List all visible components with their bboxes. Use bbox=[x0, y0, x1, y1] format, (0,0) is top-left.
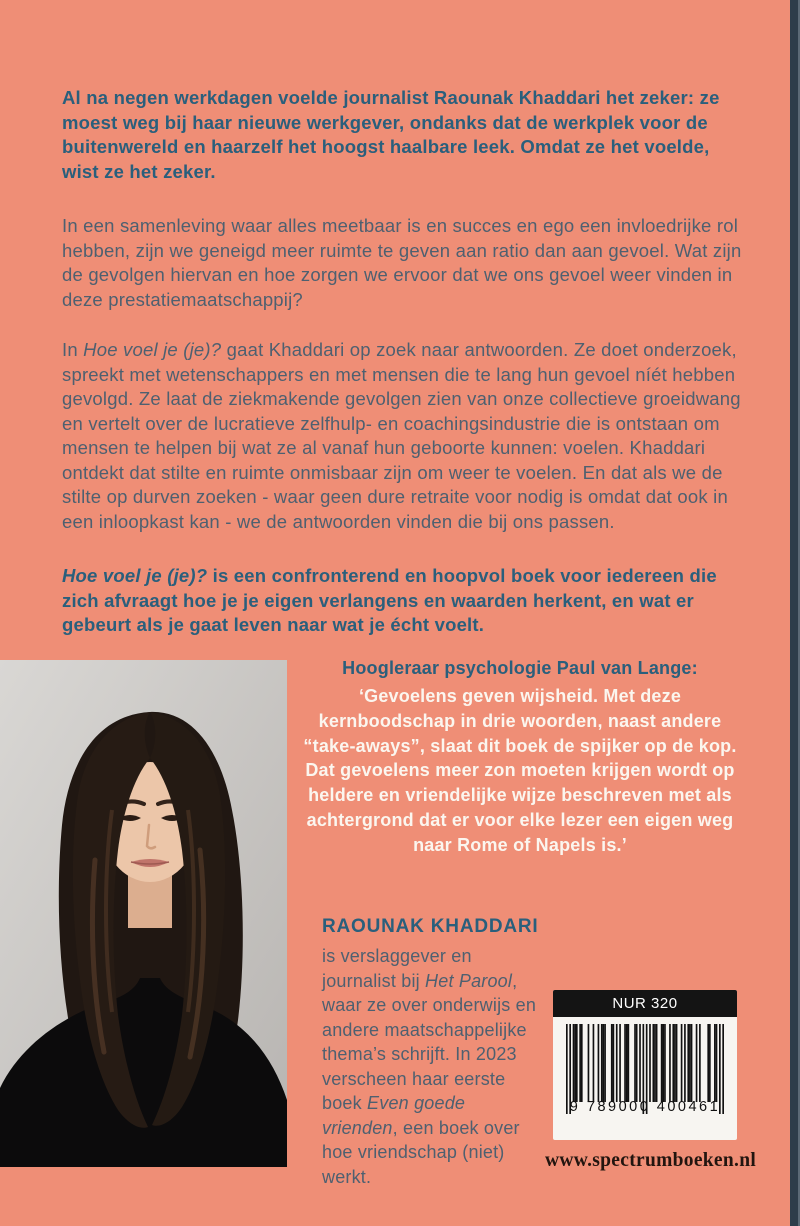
synopsis-paragraph-3 bbox=[62, 338, 742, 534]
synopsis bbox=[62, 86, 742, 668]
nur-label: NUR 320 bbox=[553, 990, 737, 1017]
barcode-number: 9 789000 400461 bbox=[569, 1099, 721, 1115]
author-name: RAOUNAK KHADDARI bbox=[322, 916, 539, 937]
endorsement-text: ‘Gevoelens geven wijsheid. Met deze kernboodschap in drie woorden, naast andere “take-aways”, slaat dit boek de spijker op de kop. Dat gevoelens meer zon moeten krijgen wordt op heldere en vriendelijke wijze beschreven met als achtergrond dat er voor elke lezer een eigen weg naar Rome of Napels is.’ bbox=[303, 686, 737, 855]
author-portrait-illustration bbox=[0, 660, 287, 1167]
synopsis-paragraph-3-rest: gaat Khaddari op zoek naar antwoorden. Ze doet onderzoek, spreekt met wetenschappers en met mensen die te lang hun gevoel níét hebben gevolgd. Ze laat de ziekmakende gevolgen zien van onze collectieve groeidwang en vertelt over de lucratieve zelfhulp- en coachingsindustrie die is ontstaan om mensen te helpen bij wat ze al vanaf hun geboorte kunnen: voelen. Khaddari ontdekt dat stilte en ruimte onmisbaar zijn om weer te voelen. En dat als we de stilte op durven zoeken - waar geen dure retraite voor nodig is omdat dat ook in een inloopkast kan - we de antwoorden vinden die bij ons passen. bbox=[62, 339, 741, 532]
endorsement-attribution: Hoogleraar psychologie Paul van Lange: bbox=[342, 658, 698, 678]
author-bio-text bbox=[322, 944, 544, 1189]
synopsis-paragraph-4 bbox=[62, 564, 742, 638]
synopsis-paragraph-2: In een samenleving waar alles meetbaar is en succes en ego een invloedrijke rol hebben, zijn we geneigd meer ruimte te geven aan ratio dan aan gevoel. Wat zijn de gevolgen hiervan en hoe zorgen we ervoor dat we ons gevoel weer vinden in deze prestatiemaatschappij? bbox=[62, 215, 742, 310]
bio-segment: is verslaggever en journalist bij bbox=[322, 946, 472, 991]
bio-segment: , waar ze over onderwijs en andere maatschappelijke thema’s schrijft. In 2023 verscheen haar eerste boek bbox=[322, 970, 537, 1113]
book-title-italic: Hoe voel je (je)? bbox=[62, 565, 208, 586]
endorsement-quote bbox=[300, 656, 740, 858]
author-photo bbox=[0, 660, 287, 1167]
synopsis-paragraph-3-intro: In bbox=[62, 339, 84, 360]
previous-book-title-italic: Even goede vrienden bbox=[322, 1093, 466, 1138]
cover-edge-shadow bbox=[790, 0, 800, 1226]
publication-name-italic: Het Parool bbox=[425, 970, 513, 991]
synopsis-paragraph-4-rest: is een confronterend en hoopvol boek voor iedereen die zich afvraagt hoe je je eigen verlangens en waarden herkent, en wat er gebeurt als je gaat leven naar wat je écht voelt. bbox=[62, 565, 717, 635]
synopsis-paragraph-1: Al na negen werkdagen voelde journalist Raounak Khaddari het zeker: ze moest weg bij haar nieuwe werkgever, ondanks dat de werkplek voor de buitenwereld en haarzelf het hoogst haalbare leek. Omdat ze het voelde, wist ze het zeker. bbox=[62, 87, 720, 182]
author-bio bbox=[322, 916, 544, 1189]
publisher-website: www.spectrumboeken.nl bbox=[545, 1150, 757, 1171]
book-title-italic: Hoe voel je (je)? bbox=[83, 339, 222, 360]
barcode-panel bbox=[553, 990, 737, 1140]
bio-segment: , een boek over hoe vriendschap (niet) werkt. bbox=[322, 1117, 520, 1187]
